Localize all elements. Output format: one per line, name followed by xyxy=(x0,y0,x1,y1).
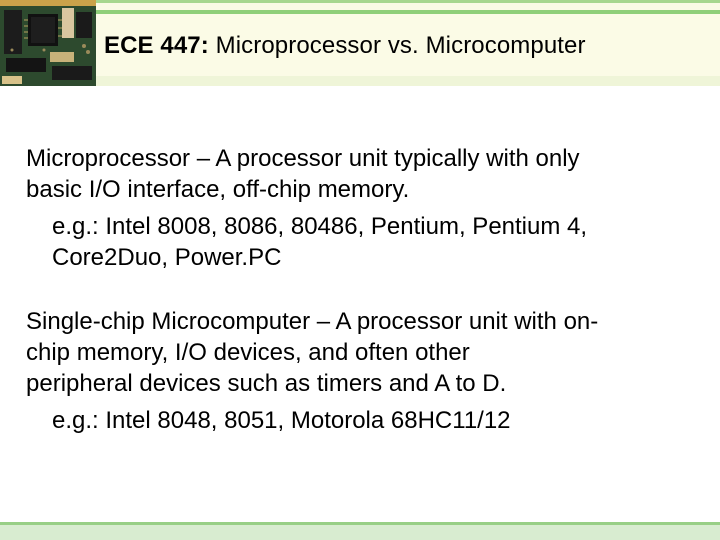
slide-footer-bar xyxy=(0,522,720,540)
title-text: Microprocessor vs. Microcomputer xyxy=(208,32,586,59)
text-line: e.g.: Intel 8008, 8086, 80486, Pentium, Pentium 4, xyxy=(52,213,588,240)
microprocessor-definition xyxy=(26,143,706,205)
spacer xyxy=(26,273,706,306)
slide-body xyxy=(26,143,706,436)
text-line: Single-chip Microcomputer – A processor unit with on- xyxy=(26,308,599,335)
text-line: Core2Duo, Power.PC xyxy=(52,244,282,271)
circuit-board-image xyxy=(0,0,96,86)
text-line: chip memory, I/O devices, and often other xyxy=(26,339,470,366)
text-line: peripheral devices such as timers and A to D. xyxy=(26,370,507,397)
text-line: Microprocessor – A processor unit typically with only xyxy=(26,145,580,172)
slide-title xyxy=(104,32,586,60)
microcomputer-definition xyxy=(26,306,706,399)
text-line: basic I/O interface, off-chip memory. xyxy=(26,176,410,203)
text-line: e.g.: Intel 8048, 8051, Motorola 68HC11/12 xyxy=(52,407,511,434)
microprocessor-examples xyxy=(26,211,706,273)
header-accent-rule xyxy=(96,10,720,14)
slide-header xyxy=(0,0,720,86)
microcomputer-examples xyxy=(26,405,706,436)
course-code: ECE 447: xyxy=(104,32,209,59)
